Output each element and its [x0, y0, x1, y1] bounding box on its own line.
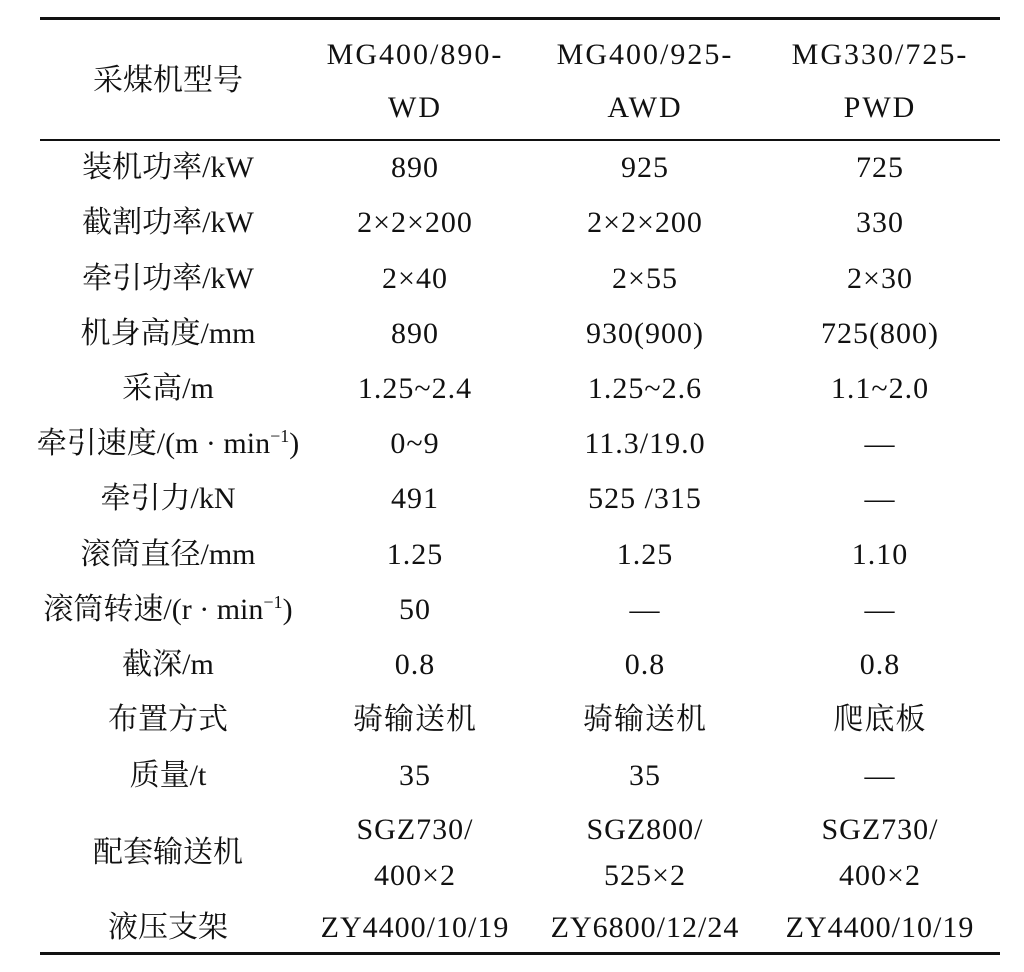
header-model-1-line-1: MG400/890- — [326, 38, 504, 71]
model-2-value: ZY6800/12/24 — [550, 911, 740, 944]
row-label: 截深/m — [122, 648, 214, 681]
model-1-value: 2×2×200 — [357, 206, 473, 239]
drum-speed-row — [0, 583, 1024, 637]
row-label: 采高/m — [122, 372, 214, 405]
header-model-3 — [770, 28, 990, 134]
header-model-2-line-2: AWD — [607, 91, 683, 124]
row-label: 牵引功率/kW — [82, 262, 254, 295]
model-2-value: 11.3/19.0 — [584, 427, 706, 460]
model-2-value-line-2: 525×2 — [604, 859, 686, 892]
header-model-1 — [305, 28, 525, 134]
mining-height-row — [0, 362, 1024, 416]
model-1-value: 1.25 — [386, 538, 444, 571]
model-3-value: 725(800) — [821, 317, 939, 350]
model-2-value: 525 /315 — [588, 482, 702, 515]
model-1-value: 0.8 — [394, 648, 436, 681]
model-1-value-line-2: 400×2 — [374, 859, 456, 892]
row-label-tail: ) — [289, 427, 300, 460]
model-2-value — [535, 807, 755, 899]
model-2-value: 925 — [621, 151, 669, 184]
model-1-value-line-1: SGZ730/ — [356, 813, 474, 846]
row-label: 牵引力/kN — [100, 482, 236, 515]
model-1-value: 35 — [399, 759, 431, 792]
layout-mode-row — [0, 693, 1024, 747]
model-3-value: 1.10 — [851, 538, 909, 571]
row-label: 滚筒直径/mm — [80, 538, 256, 571]
installed-power-row — [0, 141, 1024, 195]
haulage-force-row — [0, 472, 1024, 526]
row-label: 截割功率/kW — [82, 206, 254, 239]
model-2-value: — — [629, 593, 661, 626]
model-1-value: 491 — [391, 482, 439, 515]
model-2-value-line-1: SGZ800/ — [586, 813, 704, 846]
haulage-power-row — [0, 252, 1024, 306]
row-label-tail: ) — [282, 593, 293, 626]
model-1-value: 2×40 — [382, 262, 448, 295]
header-model-3-line-2: PWD — [843, 91, 917, 124]
drum-diameter-row — [0, 528, 1024, 582]
mass-row — [0, 749, 1024, 803]
model-1-value: 890 — [391, 317, 439, 350]
model-3-value-line-2: 400×2 — [839, 859, 921, 892]
model-3-value: ZY4400/10/19 — [785, 911, 975, 944]
model-1-value: 骑输送机 — [353, 703, 477, 736]
header-model-2-line-1: MG400/925- — [556, 38, 734, 71]
row-label: 配套输送机 — [93, 836, 243, 869]
header-model-1-line-2: WD — [388, 91, 442, 124]
row-label-text: 牵引速度/(m · min — [36, 427, 271, 460]
model-3-value: — — [864, 427, 896, 460]
model-1-value: 1.25~2.4 — [357, 372, 473, 405]
model-2-value: 930(900) — [586, 317, 704, 350]
header-model-2 — [535, 28, 755, 134]
header-row — [0, 28, 1024, 134]
model-2-value: 1.25 — [616, 538, 674, 571]
model-1-value: ZY4400/10/19 — [320, 911, 510, 944]
conveyor-row — [0, 807, 1024, 899]
model-3-value: 2×30 — [847, 262, 913, 295]
model-2-value: 2×55 — [612, 262, 678, 295]
row-label: 质量/t — [129, 759, 207, 792]
top-rule — [40, 17, 1000, 20]
model-3-value-line-1: SGZ730/ — [821, 813, 939, 846]
model-3-value: 1.1~2.0 — [830, 372, 930, 405]
body-height-row — [0, 307, 1024, 361]
model-1-value: 50 — [399, 593, 431, 626]
model-3-value: 330 — [856, 206, 904, 239]
model-3-value: 725 — [856, 151, 904, 184]
header-label: 采煤机型号 — [93, 64, 243, 97]
model-3-value: — — [864, 482, 896, 515]
haulage-speed-row — [0, 417, 1024, 471]
row-label-superscript: −1 — [270, 426, 290, 446]
model-3-value: 爬底板 — [833, 703, 927, 736]
model-2-value: 35 — [629, 759, 661, 792]
model-1-value — [305, 807, 525, 899]
row-label — [0, 417, 336, 471]
model-1-value: 0~9 — [390, 427, 440, 460]
hydraulic-support-row — [0, 901, 1024, 955]
model-2-value: 骑输送机 — [583, 703, 707, 736]
row-label: 机身高度/mm — [80, 317, 256, 350]
model-2-value: 1.25~2.6 — [587, 372, 703, 405]
cutting-power-row — [0, 196, 1024, 250]
row-label: 液压支架 — [108, 911, 228, 944]
model-3-value: 0.8 — [859, 648, 901, 681]
model-3-value — [770, 807, 990, 899]
model-2-value: 2×2×200 — [587, 206, 703, 239]
model-2-value: 0.8 — [624, 648, 666, 681]
row-label — [0, 583, 336, 637]
row-label: 布置方式 — [108, 703, 228, 736]
row-label: 装机功率/kW — [82, 151, 254, 184]
row-label-text: 滚筒转速/(r · min — [43, 593, 264, 626]
model-3-value: — — [864, 759, 896, 792]
model-3-value: — — [864, 593, 896, 626]
row-label-superscript: −1 — [263, 592, 283, 612]
header-model-3-line-1: MG330/725- — [791, 38, 969, 71]
model-1-value: 890 — [391, 151, 439, 184]
cutting-depth-row — [0, 638, 1024, 692]
